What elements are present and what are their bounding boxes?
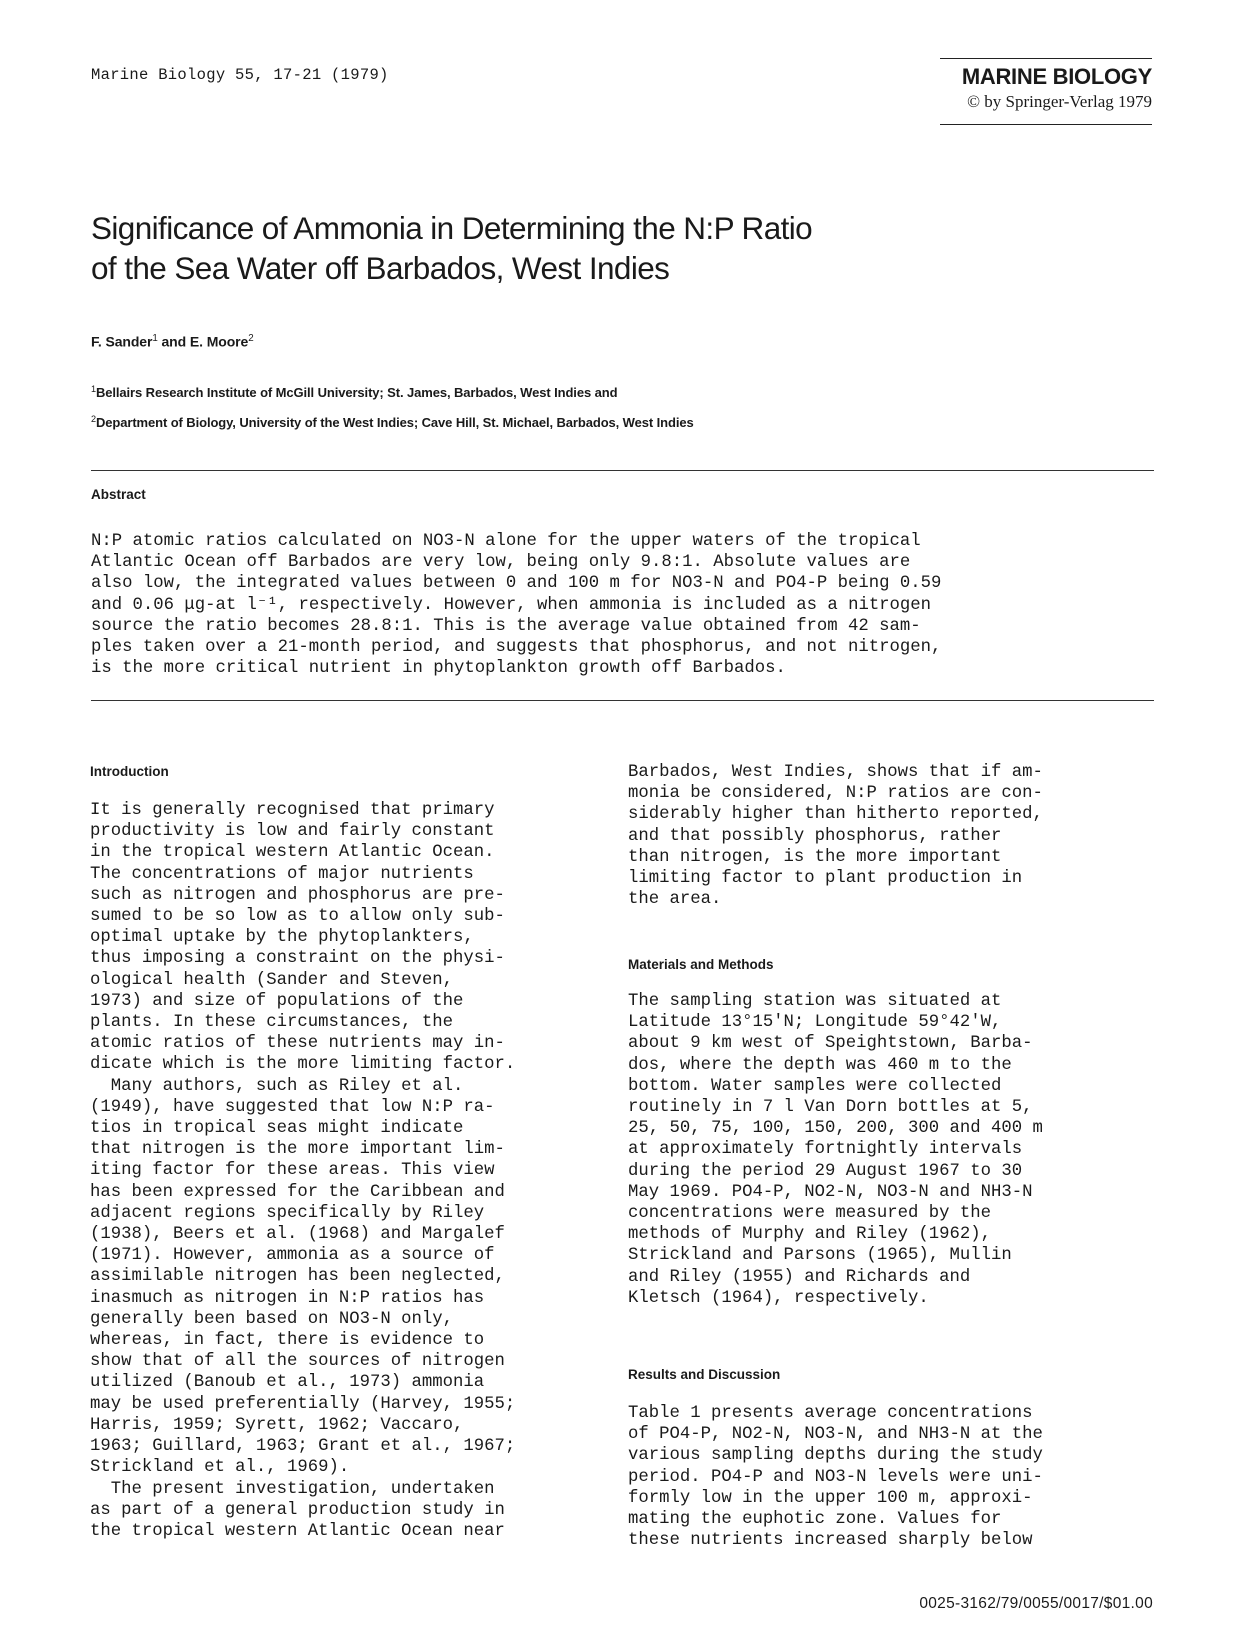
text-line: generally been based on NO3-N only, bbox=[90, 1309, 453, 1329]
text-line: limiting factor to plant production in bbox=[628, 869, 1023, 889]
text-line: such as nitrogen and phosphorus are pre- bbox=[90, 885, 505, 905]
abstract-line: and 0.06 μg-at l⁻¹, respectively. However, when ammonia is included as a nitrogen bbox=[91, 595, 932, 615]
text-line: (1971). However, ammonia as a source of bbox=[90, 1246, 495, 1266]
text-line: sumed to be so low as to allow only sub- bbox=[90, 907, 505, 927]
text-line: formly low in the upper 100 m, approxi- bbox=[628, 1488, 1033, 1508]
text-line: The sampling station was situated at bbox=[628, 992, 1002, 1011]
journal-rule-bottom bbox=[940, 124, 1152, 125]
affiliation bbox=[91, 376, 694, 406]
affiliation-text: Bellairs Research Institute of McGill University; St. James, Barbados, West Indies and bbox=[95, 385, 618, 400]
text-line: plants. In these circumstances, the bbox=[90, 1013, 453, 1033]
text-line: Strickland et al., 1969). bbox=[90, 1458, 350, 1478]
journal-block bbox=[910, 64, 1152, 112]
text-line: optimal uptake by the phytoplankters, bbox=[90, 928, 474, 948]
text-line: tios in tropical seas might indicate bbox=[90, 1119, 464, 1139]
text-line: atomic ratios of these nutrients may in- bbox=[90, 1034, 505, 1054]
text-line: Many authors, such as Riley et al. bbox=[90, 1076, 464, 1096]
title-line: of the Sea Water off Barbados, West Indies bbox=[91, 250, 670, 286]
text-line: Latitude 13°15'N; Longitude 59°42'W, bbox=[628, 1013, 1002, 1033]
abstract-heading: Abstract bbox=[91, 487, 146, 502]
affiliation bbox=[91, 406, 694, 436]
journal-rule-top bbox=[940, 58, 1152, 59]
text-line: It is generally recognised that primary bbox=[90, 801, 495, 820]
affiliation-text: Department of Biology, University of the West Indies; Cave Hill, St. Michael, Barbados, West Indies bbox=[95, 415, 694, 430]
text-line: 1963; Guillard, 1963; Grant et al., 1967; bbox=[90, 1437, 516, 1457]
text-line: Barbados, West Indies, shows that if am- bbox=[628, 763, 1043, 782]
text-line: May 1969. PO4-P, NO2-N, NO3-N and NH3-N bbox=[628, 1182, 1033, 1202]
text-line: show that of all the sources of nitrogen bbox=[90, 1352, 505, 1372]
text-line: period. PO4-P and NO3-N levels were uni- bbox=[628, 1467, 1043, 1487]
text-line: and Riley (1955) and Richards and bbox=[628, 1267, 971, 1287]
abstract-rule-top bbox=[91, 470, 1154, 471]
text-line: about 9 km west of Speightstown, Barba- bbox=[628, 1034, 1033, 1054]
text-line: may be used preferentially (Harvey, 1955; bbox=[90, 1394, 516, 1414]
text-line: assimilable nitrogen has been neglected, bbox=[90, 1267, 505, 1287]
text-line: and that possibly phosphorus, rather bbox=[628, 826, 1002, 846]
abstract-text bbox=[91, 531, 941, 679]
introduction-continuation bbox=[628, 762, 1043, 910]
text-line: methods of Murphy and Riley (1962), bbox=[628, 1225, 991, 1245]
text-line: bottom. Water samples were collected bbox=[628, 1076, 1002, 1096]
abstract-line: N:P atomic ratios calculated on NO3-N alone for the upper waters of the tropical bbox=[91, 532, 921, 551]
text-line: The present investigation, undertaken bbox=[90, 1479, 495, 1499]
author-name: F. Sander bbox=[91, 333, 153, 350]
text-line: The concentrations of major nutrients bbox=[90, 864, 474, 884]
text-line: utilized (Banoub et al., 1973) ammonia bbox=[90, 1373, 485, 1393]
abstract-line: also low, the integrated values between 0 and 100 m for NO3-N and PO4-P being 0.59 bbox=[91, 574, 942, 594]
author-list bbox=[91, 333, 254, 349]
text-line: various sampling depths during the study bbox=[628, 1446, 1043, 1466]
affiliation-marker: 1 bbox=[152, 333, 158, 344]
text-line: dicate which is the more limiting factor. bbox=[90, 1055, 516, 1075]
text-line: during the period 29 August 1967 to 30 bbox=[628, 1161, 1023, 1181]
text-line: siderably higher than hitherto reported, bbox=[628, 805, 1043, 825]
text-line: in the tropical western Atlantic Ocean. bbox=[90, 843, 495, 863]
text-line: Harris, 1959; Syrett, 1962; Vaccaro, bbox=[90, 1415, 464, 1435]
text-line: at approximately fortnightly intervals bbox=[628, 1140, 1023, 1160]
text-line: (1949), have suggested that low N:P ra- bbox=[90, 1097, 495, 1117]
text-line: inasmuch as nitrogen in N:P ratios has bbox=[90, 1288, 485, 1308]
journal-citation: Marine Biology 55, 17-21 (1979) bbox=[91, 66, 389, 84]
text-line: that nitrogen is the more important lim- bbox=[90, 1140, 505, 1160]
methods-text bbox=[628, 991, 1043, 1309]
results-heading: Results and Discussion bbox=[628, 1367, 781, 1382]
introduction-text bbox=[90, 800, 515, 1542]
text-line: thus imposing a constraint on the physi- bbox=[90, 949, 505, 969]
text-line: 25, 50, 75, 100, 150, 200, 300 and 400 m bbox=[628, 1119, 1043, 1139]
results-text bbox=[628, 1403, 1043, 1551]
paper-title bbox=[91, 208, 812, 288]
copyright-notice: © by Springer-Verlag 1979 bbox=[967, 92, 1152, 111]
text-line: mating the euphotic zone. Values for bbox=[628, 1510, 1002, 1530]
author-name: E. Moore bbox=[189, 333, 249, 350]
title-line: Significance of Ammonia in Determining the N:P Ratio bbox=[91, 210, 813, 246]
text-line: the tropical western Atlantic Ocean near bbox=[90, 1521, 505, 1541]
text-line: (1938), Beers et al. (1968) and Margalef bbox=[90, 1225, 505, 1245]
text-line: ological health (Sander and Steven, bbox=[90, 970, 453, 990]
affiliation-marker: 1 bbox=[91, 384, 96, 394]
text-line: productivity is low and fairly constant bbox=[90, 822, 495, 842]
text-line: has been expressed for the Caribbean and bbox=[90, 1182, 505, 1202]
journal-name: MARINE BIOLOGY bbox=[961, 64, 1152, 89]
abstract-line: Atlantic Ocean off Barbados are very low, being only 9.8:1. Absolute values are bbox=[91, 553, 911, 573]
affiliation-marker: 2 bbox=[91, 414, 96, 424]
text-line: as part of a general production study in bbox=[90, 1500, 505, 1520]
affiliations bbox=[91, 376, 694, 436]
author-conjunction: and bbox=[157, 333, 190, 350]
abstract-rule-bottom bbox=[91, 700, 1154, 701]
text-line: Kletsch (1964), respectively. bbox=[628, 1288, 929, 1308]
text-line: iting factor for these areas. This view bbox=[90, 1161, 495, 1181]
abstract-line: is the more critical nutrient in phytoplankton growth off Barbados. bbox=[91, 659, 786, 679]
text-line: concentrations were measured by the bbox=[628, 1204, 991, 1224]
introduction-heading: Introduction bbox=[90, 764, 169, 779]
text-line: Strickland and Parsons (1965), Mullin bbox=[628, 1246, 1012, 1266]
text-line: whereas, in fact, there is evidence to bbox=[90, 1331, 485, 1351]
methods-heading: Materials and Methods bbox=[628, 957, 774, 972]
text-line: routinely in 7 l Van Dorn bottles at 5, bbox=[628, 1098, 1033, 1118]
affiliation-marker: 2 bbox=[248, 333, 254, 344]
abstract-line: ples taken over a 21-month period, and suggests that phosphorus, and not nitrogen, bbox=[91, 638, 942, 658]
text-line: the area. bbox=[628, 890, 722, 910]
article-code: 0025-3162/79/0055/0017/$01.00 bbox=[919, 1595, 1153, 1612]
text-line: dos, where the depth was 460 m to the bbox=[628, 1055, 1012, 1075]
abstract-line: source the ratio becomes 28.8:1. This is the average value obtained from 42 sam- bbox=[91, 616, 921, 636]
text-line: 1973) and size of populations of the bbox=[90, 991, 464, 1011]
text-line: Table 1 presents average concentrations bbox=[628, 1404, 1033, 1423]
text-line: monia be considered, N:P ratios are con- bbox=[628, 784, 1043, 804]
text-line: of PO4-P, NO2-N, NO3-N, and NH3-N at the bbox=[628, 1425, 1043, 1445]
text-line: than nitrogen, is the more important bbox=[628, 847, 1002, 867]
text-line: adjacent regions specifically by Riley bbox=[90, 1203, 485, 1223]
text-line: these nutrients increased sharply below bbox=[628, 1531, 1033, 1551]
